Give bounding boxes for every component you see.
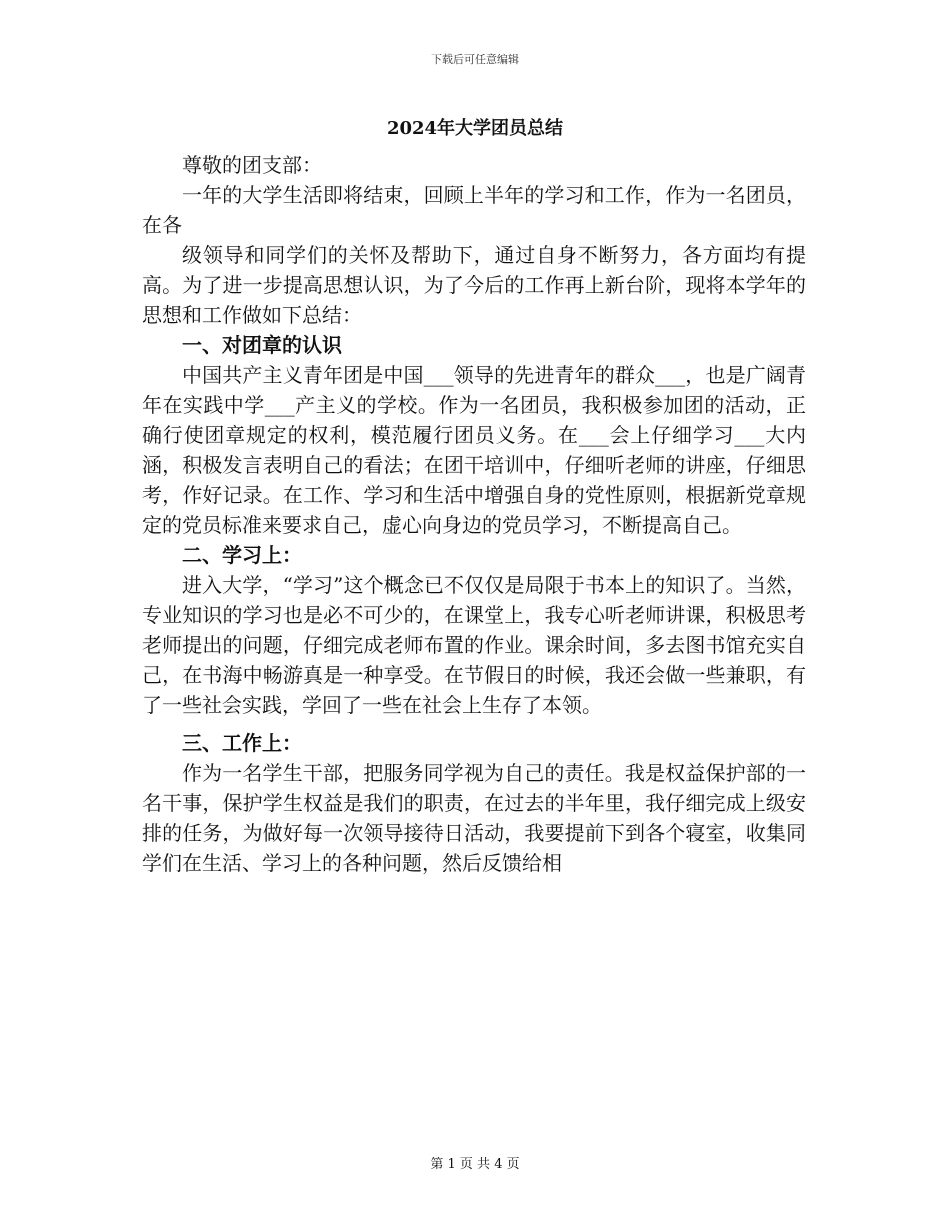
document-body	[142, 150, 806, 878]
document-title: 2024年大学团员总结	[386, 118, 564, 139]
intro-paragraph-2: 级领导和同学们的关怀及帮助下，通过自身不断努力，各方面均有提高。为了进一步提高思想认识，为了今后的工作再上新台阶，现将本学年的思想和工作做如下总结：	[142, 243, 806, 327]
section-paragraph-2: 进入大学，“学习”这个概念已不仅仅是局限于书本上的知识了。当然，专业知识的学习也是必不可少的，在课堂上，我专心听老师讲课，积极思考老师提出的问题，仔细完成老师布置的作业。课余时间，多去图书馆充实自己，在书海中畅游真是一种享受。在节假日的时候，我还会做一些兼职，有了一些社会实践，学回了一些在社会上生存了本领。	[142, 573, 806, 717]
intro-paragraph-1: 一年的大学生活即将结束，回顾上半年的学习和工作，作为一名团员，在各	[142, 183, 806, 237]
page-footer: 第 1 页 共 4 页	[430, 1157, 520, 1172]
page-header: 下载后可任意编辑	[431, 53, 519, 66]
section-heading-3: 三、工作上：	[182, 731, 302, 755]
section-heading-2: 二、学习上：	[182, 543, 302, 567]
salutation: 尊敬的团支部：	[182, 153, 322, 177]
section-heading-1: 一、对团章的认识	[182, 333, 342, 357]
section-paragraph-1: 中国共产主义青年团是中国___领导的先进青年的群众___，也是广阔青年在实践中学___产主义的学校。作为一名团员，我积极参加团的活动，正确行使团章规定的权利，模范履行团员义务。在___会上仔细学习___大内涵，积极发言表明自己的看法；在团干培训中，仔细听老师的讲座，仔细思考，作好记录。在工作、学习和生活中增强自身的党性原则，根据新党章规定的党员标准来要求自己，虚心向身边的党员学习，不断提高自己。	[142, 363, 806, 537]
section-paragraph-3: 作为一名学生干部，把服务同学视为自己的责任。我是权益保护部的一名干事，保护学生权益是我们的职责，在过去的半年里，我仔细完成上级安排的任务，为做好每一次领导接待日活动，我要提前下到各个寝室，收集同学们在生活、学习上的各种问题，然后反馈给相	[142, 761, 806, 875]
